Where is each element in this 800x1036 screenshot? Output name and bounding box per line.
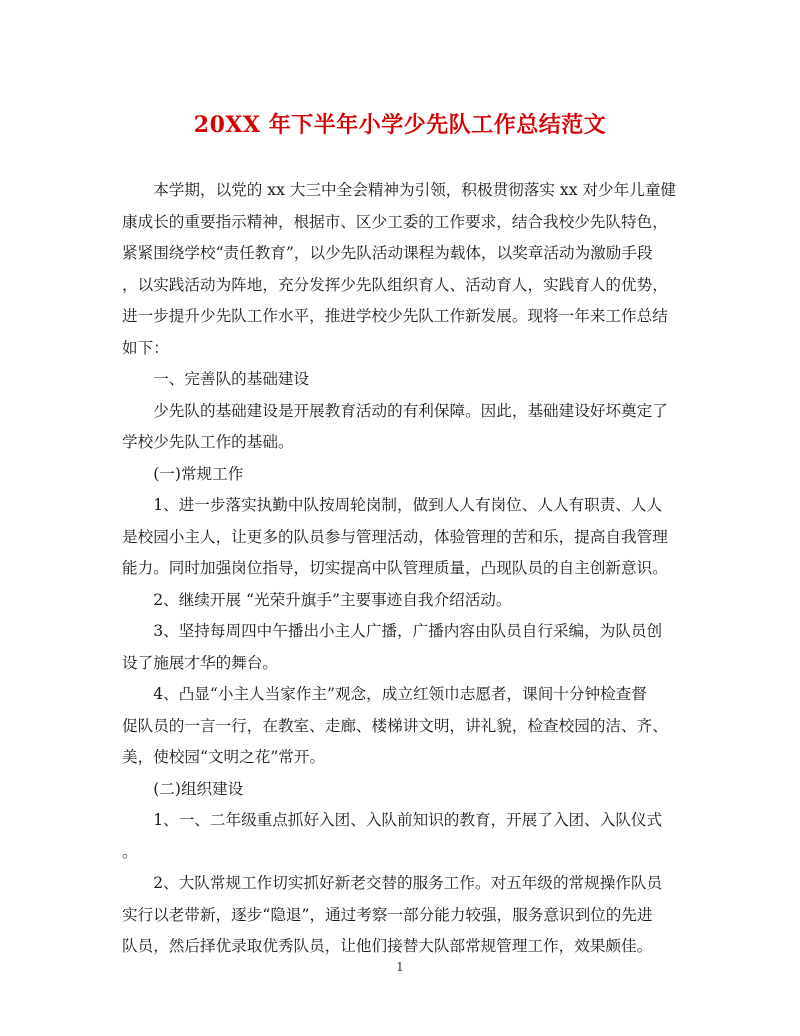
body-line: 2、继续开展 “光荣升旗手”主要事迹自我介绍活动。 [122, 590, 512, 609]
subsection-heading: (二)组织建设 [122, 779, 244, 798]
section-heading: 一、完善队的基础建设 [122, 370, 310, 388]
subsection-heading: (一)常规工作 [122, 464, 244, 483]
body-line: 是校园小主人，让更多的队员参与管理活动，体验管理的苦和乐，提高自我管理 [122, 527, 668, 546]
document-body [122, 175, 682, 963]
body-line: 紧紧围绕学校“责任教育”，以少先队活动课程为载体，以奖章活动为激励手段 [122, 244, 653, 262]
body-line: 少先队的基础建设是开展教育活动的有利保障。因此，基础建设好坏奠定了 [122, 401, 668, 420]
body-line: 。 [122, 842, 138, 861]
body-line: 设了施展才华的舞台。 [122, 653, 278, 672]
body-line: ，以实践活动为阵地，充分发挥少先队组织育人、活动育人，实践育人的优势， [122, 275, 668, 294]
body-line: 能力。同时加强岗位指导，切实提高中队管理质量，凸现队员的自主创新意识。 [122, 559, 668, 577]
body-line: 促队员的一言一行，在教室、走廊、楼梯讲文明，讲礼貌，检查校园的洁、齐、 [122, 716, 668, 735]
document-title: 20XX 年下半年小学少先队工作总结范文 [193, 112, 607, 138]
body-line: 2、大队常规工作切实抓好新老交替的服务工作。对五年级的常规操作队员 [122, 874, 663, 892]
body-line: 学校少先队工作的基础。 [122, 433, 294, 451]
body-line: 1、进一步落实执勤中队按周轮岗制，做到人人有岗位、人人有职责、人人 [122, 496, 663, 514]
body-line: 进一步提升少先队工作水平，推进学校少先队工作新发展。现将一年来工作总结 [122, 307, 668, 325]
page-number: 1 [396, 960, 404, 974]
body-line: 如下： [122, 338, 169, 357]
body-line: 3、坚持每周四中午播出小主人广播，广播内容由队员自行采编，为队员创 [122, 622, 663, 640]
body-line: 实行以老带新，逐步“隐退”，通过考察一部分能力较强，服务意识到位的先进 [122, 905, 653, 924]
body-line: 美，使校园“文明之花”常开。 [122, 748, 326, 766]
body-line: 4、凸显“小主人当家作主”观念，成立红领巾志愿者，课间十分钟检查督 [122, 685, 647, 703]
body-line: 队员，然后择优录取优秀队员，让他们接替大队部常规管理工作，效果颇佳。 [122, 937, 653, 955]
body-line: 本学期，以党的 xx 大三中全会精神为引领，积极贯彻落实 xx 对少年儿童健 [122, 181, 677, 199]
body-line: 康成长的重要指示精神，根据市、区少工委的工作要求，结合我校少先队特色， [122, 212, 668, 231]
body-line: 1、一、二年级重点抓好入团、入队前知识的教育，开展了入团、入队仪式 [122, 811, 663, 829]
